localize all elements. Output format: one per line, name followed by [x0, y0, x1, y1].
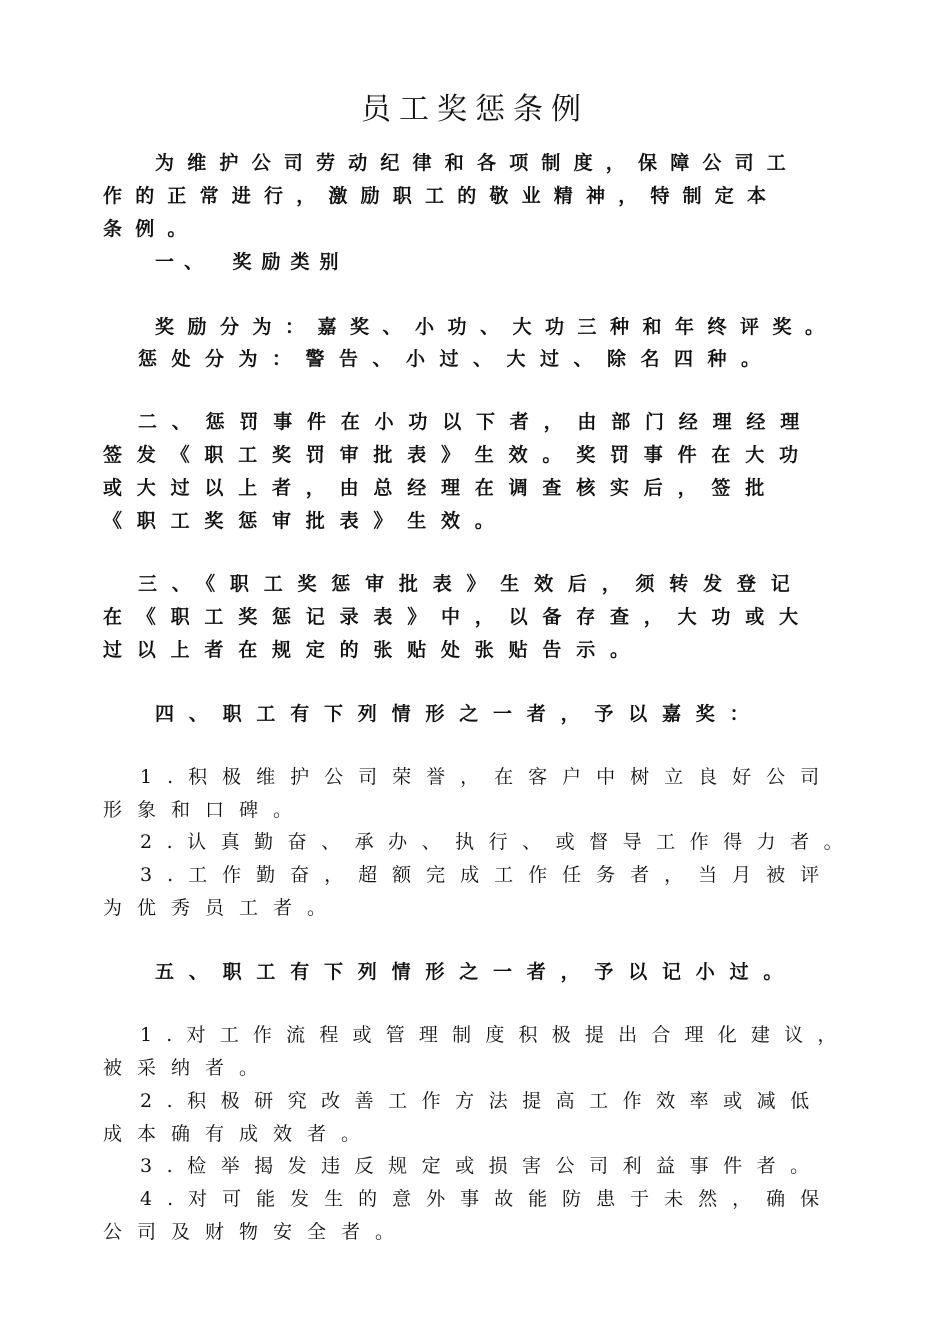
list-item: 公司及财物安全者。: [103, 1221, 410, 1243]
list-item: 为优秀员工者。: [103, 897, 342, 919]
list-item: 4.对可能发生的意外事故能防患于未然，确保: [140, 1188, 835, 1210]
list-item: 1.对工作流程或管理制度积极提出合理化建议，: [140, 1024, 851, 1046]
list-item: 被采纳者。: [103, 1057, 274, 1079]
section-line: 三、《职工奖惩审批表》生效后，须转发登记: [138, 573, 805, 595]
section-line: 在《职工奖惩记录表》中，以备存查，大功或大: [103, 606, 813, 628]
section-heading: 五、职工有下列情形之一者，予以记小过。: [155, 961, 798, 983]
list-item: 2.积极研究改善工作方法提高工作效率或减低: [140, 1090, 824, 1112]
list-item: 1.积极维护公司荣誉，在客户中树立良好公司: [140, 766, 835, 788]
section-heading: 一、 奖励类别: [155, 251, 349, 273]
intro-line: 为维护公司劳动纪律和各项制度，保障公司工: [155, 152, 800, 174]
list-item: 2.认真勤奋、承办、执行、或督导工作得力者。: [140, 831, 858, 853]
section-line: 《职工奖惩审批表》生效。: [103, 510, 509, 532]
section-heading: 四、职工有下列情形之一者，予以嘉奖：: [155, 703, 764, 725]
section-line: 惩处分为：警告、小过、大过、除名四种。: [138, 348, 775, 370]
intro-line: 作的正常进行，激励职工的敬业精神，特制定本: [103, 185, 780, 207]
list-item: 3.检举揭发违反规定或损害公司利益事件者。: [140, 1155, 824, 1177]
document-title: 员工奖惩条例: [361, 92, 589, 127]
list-item: 3.工作勤奋，超额完成工作任务者，当月被评: [140, 864, 835, 886]
section-line: 过以上者在规定的张贴处张贴告示。: [103, 639, 644, 661]
list-item: 形象和口碑。: [103, 799, 308, 821]
intro-line: 条例。: [103, 218, 200, 240]
section-line: 或大过以上者，由总经理在调查核实后，签批: [103, 477, 780, 499]
section-line: 二、惩罚事件在小功以下者，由部门经理经理: [138, 411, 815, 433]
list-item: 成本确有成效者。: [103, 1123, 376, 1145]
section-line: 签发《职工奖罚审批表》生效。奖罚事件在大功: [103, 444, 813, 466]
section-line: 奖励分为：嘉奖、小功、大功三种和年终评奖。: [155, 316, 838, 338]
